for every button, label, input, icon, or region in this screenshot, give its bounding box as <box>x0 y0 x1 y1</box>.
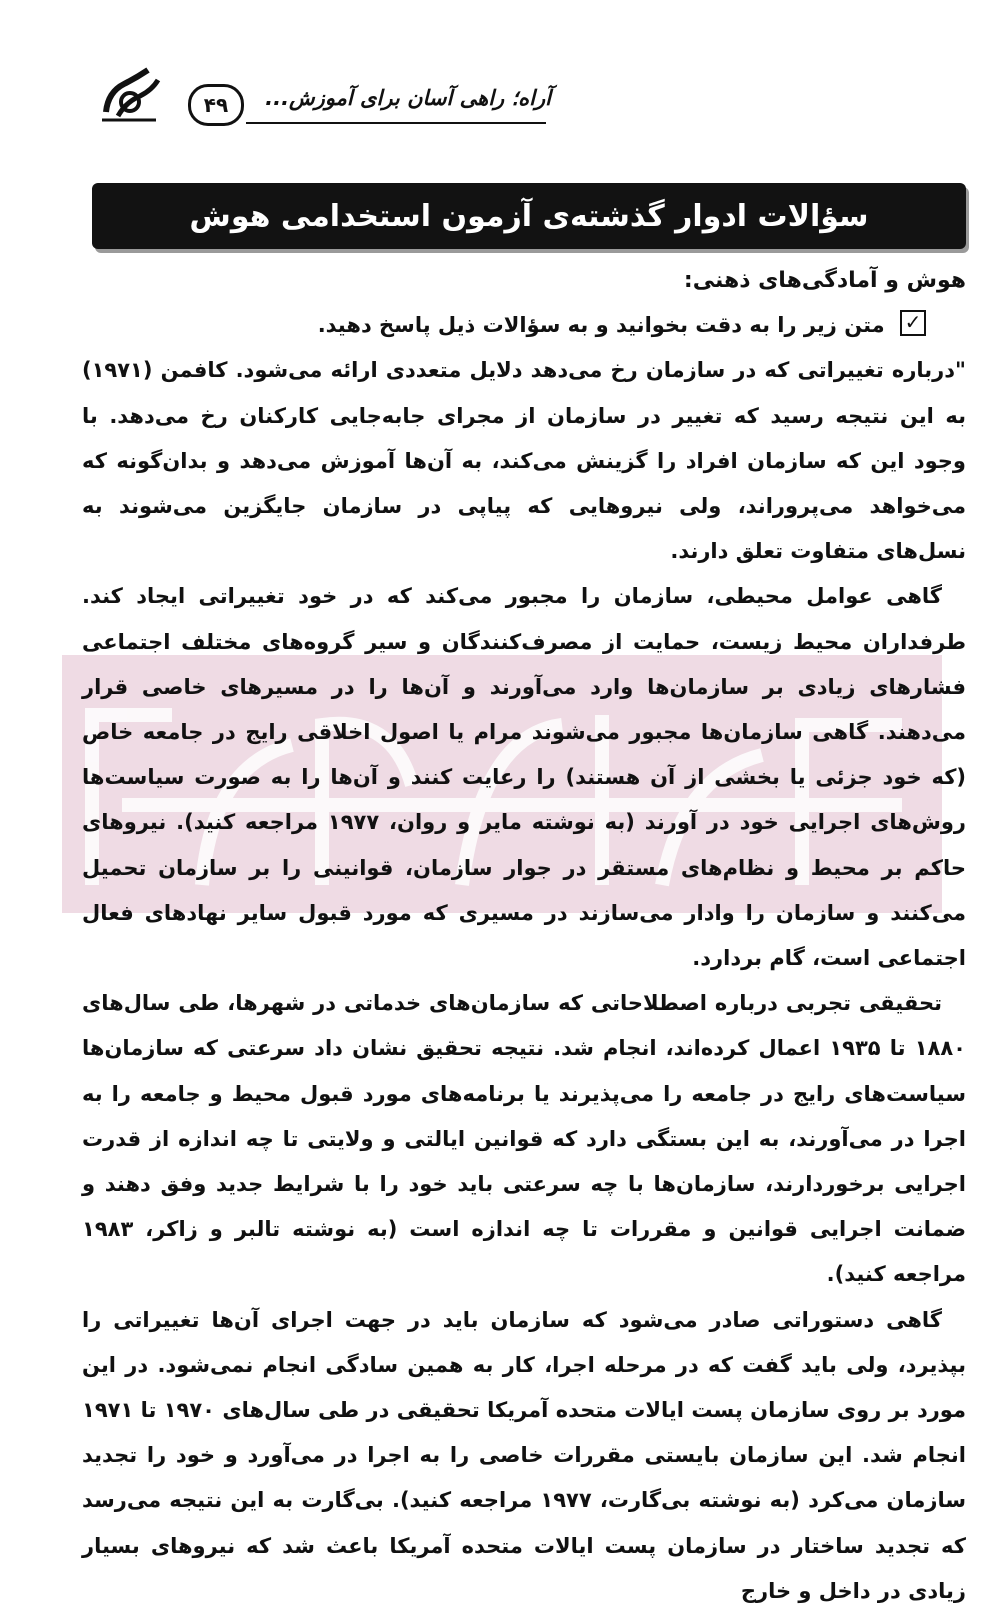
page-number: ۴۹ <box>188 84 244 126</box>
banner-title: سؤالات ادوار گذشته‌ی آزمون استخدامی هوش <box>189 198 869 234</box>
paragraph-2: گاهی عوامل محیطی، سازمان را مجبور می‌کند که در خود تغییراتی ایجاد کند. طرفداران محیط زیست، حمایت از مصرف‌کنندگان و سیر گروه‌های مختلف اجتماعی فشارهای زیادی بر سازمان‌ها وارد می‌آورند و آن‌ها را در مسیرهای خاصی قرار می‌دهند. گاهی سازمان‌ها مجبور می‌شوند مرام یا اصول اخلاقی رایج در جامعه خاص (که خود جزئی یا بخشی از آن هستند) را رعایت کنند و آن‌ها را به صورت سیاست‌ها روش‌های اجرایی خود در آورند (به نوشته مایر و روان، ۱۹۷۷ مراجعه کنید). نیروهای حاکم بر محیط و نظام‌های مستقر در جوار سازمان، قوانینی را بر سازمان تحمیل می‌کنند و سازمان را وادار می‌سازند در مسیری که مورد قبول سایر نهادهای فعال اجتماعی است، گام بردارد. <box>82 584 967 971</box>
publisher-logo-icon <box>96 62 166 126</box>
instruction-row <box>82 303 966 348</box>
paragraph-1: "درباره تغییراتی که در سازمان رخ می‌دهد دلایل متعددی ارائه می‌شود. کافمن (۱۹۷۱) به این نتیجه رسید که تغییر در سازمان از مجرای جابه‌جایی کارکنان رخ می‌دهد. با وجود این که سازمان افراد را گزینش می‌کند، به آن‌ها آموزش می‌دهد و بدان‌گونه که می‌خواهد می‌پروراند، ولی نیروهایی که پیاپی در سازمان جایگزین می‌شوند به نسل‌های متفاوت تعلق دارند. <box>82 358 966 564</box>
instruction-text: متن زیر را به دقت بخوانید و به سؤالات ذیل پاسخ دهید. <box>317 313 885 338</box>
header-divider <box>246 122 546 124</box>
running-title: آراه؛ راهی آسان برای آموزش... <box>265 86 551 110</box>
checkbox-icon: ✓ <box>900 310 926 336</box>
document-body <box>82 258 966 1614</box>
paragraph-3: تحقیقی تجربی درباره اصطلاحاتی که سازمان‌های خدماتی در شهرها، طی سال‌های ۱۸۸۰ تا ۱۹۳۵ اعمال کرده‌اند، انجام شد. نتیجه تحقیق نشان داد سرعتی که سازمان‌ها سیاست‌های رایج در جامعه را می‌پذیرند یا برنامه‌های مورد قبول محیط و جامعه را به اجرا در می‌آورند، به این بستگی دارد که قوانین ایالتی و ولایتی تا چه اندازه از قدرت اجرایی برخوردارند، سازمان‌ها با چه سرعتی باید خود را با شرایط جدید وفق دهند و ضمانت اجرایی قوانین و مقررات تا چه اندازه است (به نوشته تالبر و زاکر، ۱۹۸۳ مراجعه کنید). <box>82 991 966 1287</box>
paragraph-4: گاهی دستوراتی صادر می‌شود که سازمان باید در جهت اجرای آن‌ها تغییراتی را بپذیرد، ولی باید گفت که در مرحله اجرا، کار به همین سادگی انجام نمی‌شود. در این مورد بر روی سازمان پست ایالات متحده آمریکا تحقیقی در طی سال‌های ۱۹۷۰ تا ۱۹۷۱ انجام شد. این سازمان بایستی مقررات خاصی را به اجرا در می‌آورد و خود را تجدید سازمان می‌کرد (به نوشته بی‌گارت، ۱۹۷۷ مراجعه کنید). بی‌گارت به این نتیجه می‌رسد که تجدید ساختار در سازمان پست ایالات متحده آمریکا باعث شد که نیروهای بسیار زیادی در داخل و خارج <box>82 1307 966 1603</box>
page-header <box>96 62 556 126</box>
section-heading: هوش و آمادگی‌های ذهنی: <box>683 268 966 293</box>
section-banner <box>92 183 966 249</box>
